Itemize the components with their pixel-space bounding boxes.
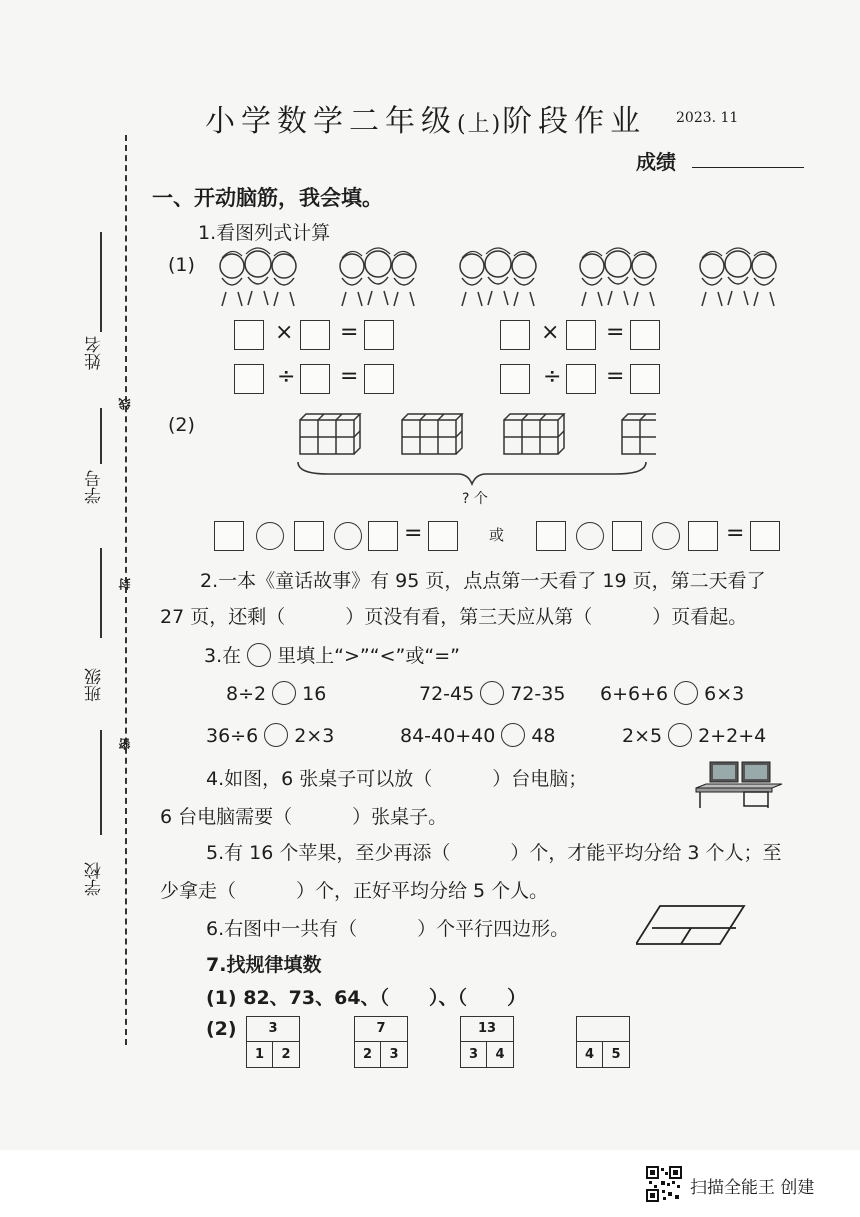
date: 2023. 11: [676, 110, 739, 126]
score-blank: [692, 167, 804, 168]
score-label: 成绩: [636, 150, 676, 174]
equals-sign: =: [726, 521, 745, 546]
cube-blocks-figure: [296, 410, 656, 490]
class-label: 班级: [85, 668, 105, 702]
answer-box[interactable]: [300, 320, 330, 350]
operator-circle[interactable]: [576, 522, 604, 550]
pattern-box: 7 2 3: [354, 1016, 408, 1068]
answer-box[interactable]: [364, 320, 394, 350]
equals-sign: =: [404, 521, 423, 546]
class-blank: [100, 548, 102, 638]
answer-box[interactable]: [688, 521, 718, 551]
answer-box[interactable]: [428, 521, 458, 551]
seal-seal-char: 封: [118, 578, 132, 590]
times-sign: ×: [275, 320, 294, 345]
answer-box[interactable]: [300, 364, 330, 394]
equals-sign: =: [340, 364, 359, 389]
name-label: 姓名: [85, 336, 105, 370]
divide-sign: ÷: [543, 364, 562, 389]
answer-box[interactable]: [630, 364, 660, 394]
answer-box[interactable]: [750, 521, 780, 551]
kids-illustration-row: [210, 246, 810, 310]
q4-line1: 4.如图，6 张桌子可以放（ ）台电脑；: [206, 768, 588, 790]
q3-row1: 6+6+6 6×3: [600, 683, 745, 705]
q7-title: 7.找规律填数: [206, 954, 322, 976]
compare-circle[interactable]: [501, 723, 525, 747]
operator-circle[interactable]: [334, 522, 362, 550]
q3-row1: 72-45 72-35: [419, 683, 566, 705]
q7-part2-label: (2): [206, 1018, 237, 1040]
q3-row2: 84-40+40 48: [400, 725, 556, 747]
equals-sign: =: [340, 320, 359, 345]
seal-line-char: 线: [118, 398, 132, 410]
scanner-watermark: 扫描全能王 创建: [690, 1178, 815, 1198]
compare-circle[interactable]: [674, 681, 698, 705]
compare-circle[interactable]: [668, 723, 692, 747]
answer-box[interactable]: [368, 521, 398, 551]
page-title: [205, 96, 646, 140]
kids-group-icon: [220, 248, 296, 306]
question-count-label: ? 个: [462, 491, 488, 507]
title-paren: (上): [457, 112, 503, 137]
answer-box[interactable]: [630, 320, 660, 350]
id-label: 学号: [85, 470, 105, 504]
times-sign: ×: [541, 320, 560, 345]
answer-box[interactable]: [612, 521, 642, 551]
compare-circle-icon: [247, 643, 271, 667]
compare-circle[interactable]: [480, 681, 504, 705]
pattern-box: 13 3 4: [460, 1016, 514, 1068]
q5-line2: 少拿走（ ）个，正好平均分给 5 个人。: [160, 880, 549, 902]
q3-intro: 3.在 里填上“>”“<”或“=”: [204, 645, 460, 667]
title-end: 阶段作业: [502, 104, 647, 139]
q1-title: 1.看图列式计算: [198, 222, 331, 244]
pattern-box-answer[interactable]: 4 5: [576, 1016, 630, 1068]
operator-circle[interactable]: [256, 522, 284, 550]
answer-box[interactable]: [566, 364, 596, 394]
q7-part1: (1) 82、73、64、（ ）、（ ）: [206, 987, 527, 1009]
seal-secret-char: 密: [118, 738, 132, 750]
q3-row1: 8÷2 16: [226, 683, 327, 705]
section-1-heading: 一、开动脑筋，我会填。: [152, 186, 383, 210]
q3-row2: 36÷6 2×3: [206, 725, 335, 747]
answer-box[interactable]: [214, 521, 244, 551]
q1-part2-label: (2): [168, 414, 195, 436]
qr-code-icon: [646, 1166, 682, 1202]
school-blank: [100, 730, 102, 835]
q6-text: 6.右图中一共有（ ）个平行四边形。: [206, 918, 570, 940]
q3-row2: 2×5 2+2+4: [622, 725, 767, 747]
id-blank: [100, 408, 102, 464]
answer-box[interactable]: [536, 521, 566, 551]
q2-line2: 27 页，还剩（ ）页没有看，第三天应从第（ ）页看起。: [160, 606, 748, 628]
answer-box[interactable]: [500, 320, 530, 350]
fold-line: [125, 135, 127, 1045]
answer-box[interactable]: [234, 364, 264, 394]
answer-box[interactable]: [234, 320, 264, 350]
q2-line1: 2.一本《童话故事》有 95 页，点点第一天看了 19 页，第二天看了: [200, 570, 766, 592]
pattern-box: 3 1 2: [246, 1016, 300, 1068]
compare-circle[interactable]: [272, 681, 296, 705]
name-blank: [100, 232, 102, 332]
compare-circle[interactable]: [264, 723, 288, 747]
parallelogram-figure: [636, 904, 748, 948]
q1-part1-label: (1): [168, 254, 195, 276]
equals-sign: =: [606, 364, 625, 389]
school-label: 学校: [85, 862, 105, 896]
q4-line2: 6 台电脑需要（ ）张桌子。: [160, 806, 448, 828]
divide-sign: ÷: [277, 364, 296, 389]
equals-sign: =: [606, 320, 625, 345]
computer-desk-icon: [694, 758, 784, 810]
operator-circle[interactable]: [652, 522, 680, 550]
q5-line1: 5.有 16 个苹果，至少再添（ ）个，才能平均分给 3 个人；至: [206, 842, 782, 864]
or-label: 或: [489, 526, 505, 544]
answer-box[interactable]: [294, 521, 324, 551]
cube-block-icon: [300, 414, 360, 454]
title-main: 小学数学二年级: [205, 104, 457, 139]
answer-box[interactable]: [364, 364, 394, 394]
answer-box[interactable]: [500, 364, 530, 394]
answer-box[interactable]: [566, 320, 596, 350]
